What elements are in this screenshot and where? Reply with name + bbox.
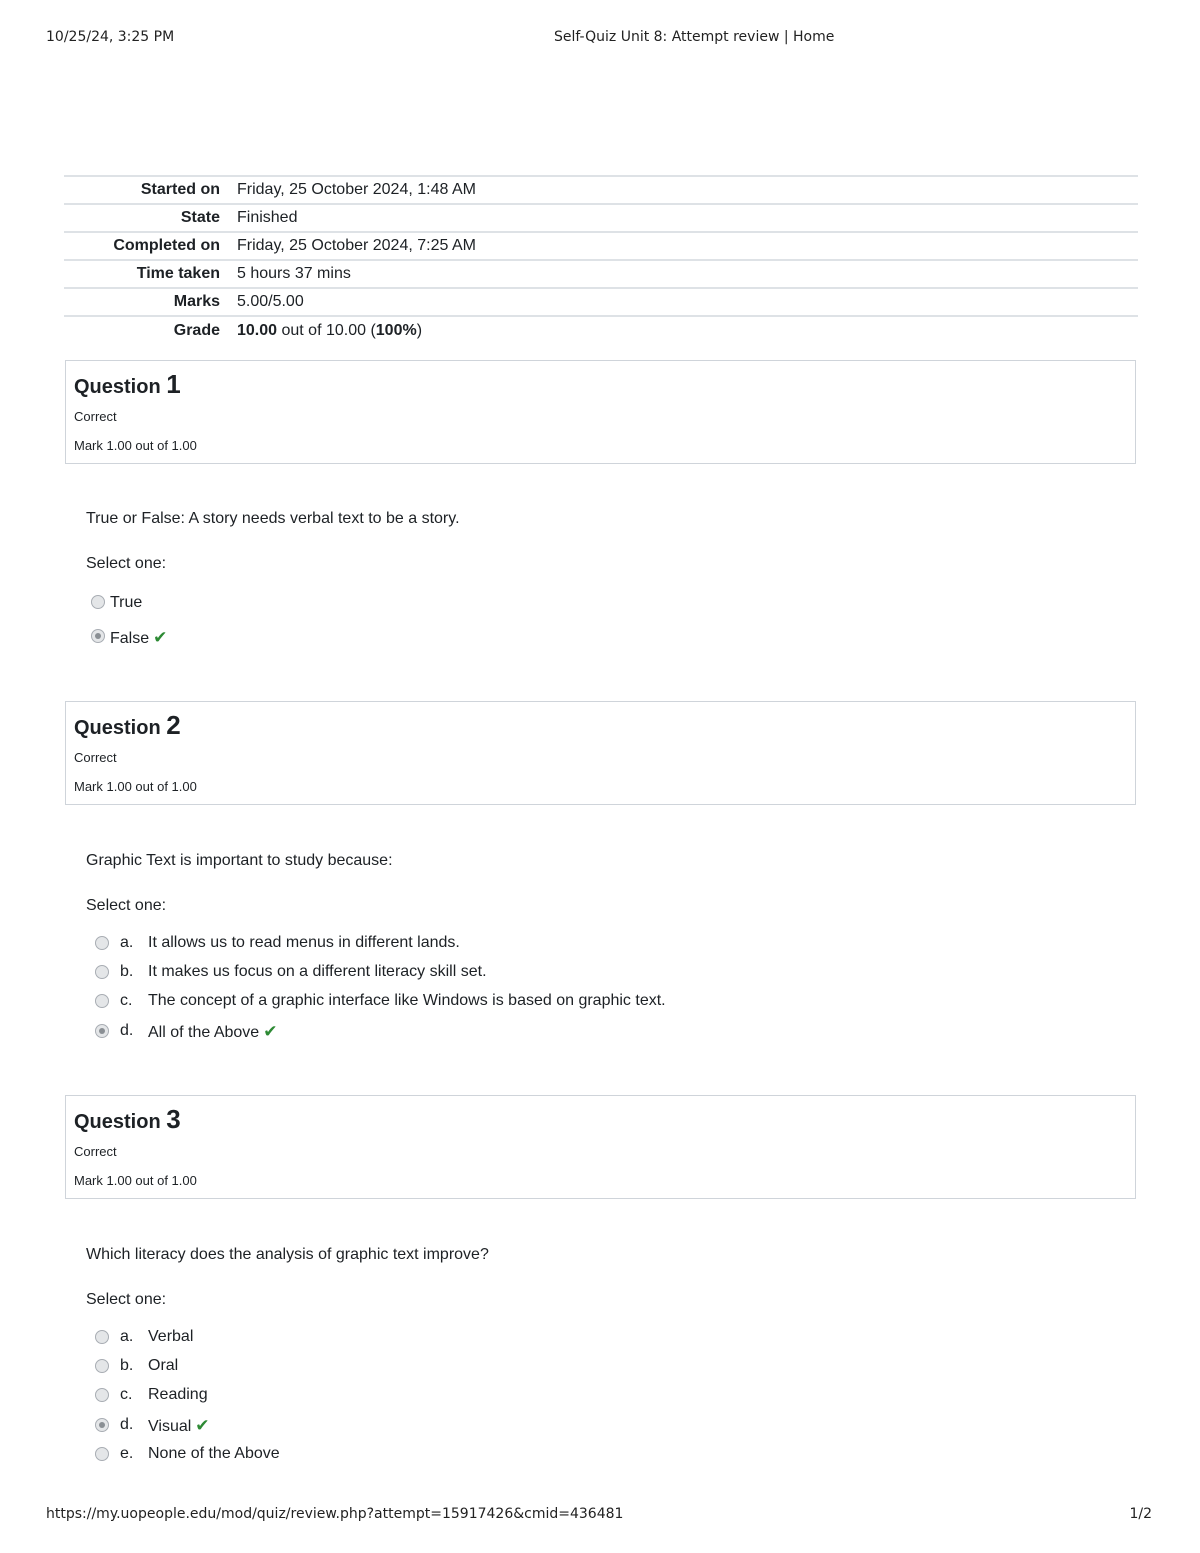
question-mark: Mark 1.00 out of 1.00 (74, 1173, 197, 1188)
summary-label: Started on (140, 181, 220, 198)
summary-row-grade (64, 316, 1138, 344)
question-number (74, 369, 181, 400)
summary-label: Marks (173, 293, 220, 310)
option-text-value: Visual (148, 1418, 192, 1435)
summary-label: Grade (173, 321, 220, 339)
page-number: 1/2 (1129, 1506, 1152, 1522)
question-info-3 (65, 1095, 1136, 1199)
radio-option-a[interactable] (95, 936, 109, 950)
question-number (74, 1104, 181, 1135)
option-letter: c. (120, 992, 133, 1009)
question-number-value: 2 (166, 710, 181, 740)
check-icon: ✔ (153, 628, 168, 647)
summary-value: Friday, 25 October 2024, 7:25 AM (237, 237, 476, 254)
print-footer (0, 1506, 1200, 1526)
question-mark: Mark 1.00 out of 1.00 (74, 438, 197, 453)
grade-score: 10.00 (237, 321, 278, 339)
option-text: Reading (148, 1386, 208, 1403)
summary-row-completed (64, 232, 1138, 260)
question-info-1 (65, 360, 1136, 464)
radio-option-c[interactable] (95, 994, 109, 1008)
option-letter: d. (120, 1416, 134, 1433)
option-letter: c. (120, 1386, 133, 1403)
option-text (148, 1416, 210, 1436)
question-text: True or False: A story needs verbal text to be a story. (86, 510, 460, 527)
summary-row-time (64, 260, 1138, 288)
summary-row-state (64, 204, 1138, 232)
summary-label: Completed on (113, 237, 220, 254)
question-state: Correct (74, 1144, 117, 1159)
option-text-value: All of the Above (148, 1024, 260, 1041)
print-title: Self-Quiz Unit 8: Attempt review | Home (554, 29, 835, 45)
select-one-prompt: Select one: (86, 1291, 167, 1308)
option-letter: b. (120, 1357, 134, 1374)
question-label: Question (74, 376, 161, 398)
option-text: Oral (148, 1357, 179, 1374)
question-info-2 (65, 701, 1136, 805)
option-letter: e. (120, 1445, 134, 1462)
option-text: Verbal (148, 1328, 194, 1345)
option-letter: a. (120, 934, 134, 951)
summary-value: 5.00/5.00 (237, 293, 304, 310)
option-letter: b. (120, 963, 134, 980)
question-number (74, 710, 181, 741)
page-url: https://my.uopeople.edu/mod/quiz/review.php?attempt=15917426&cmid=436481 (46, 1506, 624, 1522)
radio-option-c[interactable] (95, 1388, 109, 1402)
summary-row-started (64, 176, 1138, 204)
option-label: True (110, 594, 143, 611)
question-label: Question (74, 717, 161, 739)
grade-middle: out of 10.00 ( (277, 321, 376, 339)
print-datetime: 10/25/24, 3:25 PM (46, 29, 175, 45)
check-icon: ✔ (195, 1416, 210, 1435)
question-label: Question (74, 1111, 161, 1133)
radio-option-a[interactable] (95, 1330, 109, 1344)
summary-row-marks (64, 288, 1138, 316)
print-header (0, 29, 1200, 49)
radio-option-b[interactable] (95, 1359, 109, 1373)
option-label (110, 628, 167, 648)
summary-value: Friday, 25 October 2024, 1:48 AM (237, 181, 476, 198)
summary-value: 5 hours 37 mins (237, 265, 351, 282)
radio-option-b[interactable] (95, 965, 109, 979)
question-number-value: 1 (166, 369, 181, 399)
question-text: Which literacy does the analysis of graphic text improve? (86, 1246, 489, 1263)
select-one-prompt: Select one: (86, 555, 167, 572)
summary-label: Time taken (136, 265, 220, 282)
option-letter: d. (120, 1022, 134, 1039)
option-text: It allows us to read menus in different lands. (148, 934, 460, 951)
option-letter: a. (120, 1328, 134, 1345)
radio-true[interactable] (91, 595, 105, 609)
option-text: None of the Above (148, 1445, 280, 1462)
attempt-summary-table (64, 175, 1138, 344)
question-mark: Mark 1.00 out of 1.00 (74, 779, 197, 794)
question-state: Correct (74, 409, 117, 424)
radio-option-e[interactable] (95, 1447, 109, 1461)
question-text: Graphic Text is important to study because: (86, 852, 393, 869)
radio-option-d[interactable] (95, 1418, 109, 1432)
option-text (148, 1022, 277, 1042)
option-text: It makes us focus on a different literacy skill set. (148, 963, 487, 980)
radio-false[interactable] (91, 629, 105, 643)
grade-end: ) (416, 321, 423, 339)
option-label-text: False (110, 630, 150, 647)
question-number-value: 3 (166, 1104, 181, 1134)
check-icon: ✔ (263, 1022, 278, 1041)
grade-percent: 100% (375, 321, 417, 339)
radio-option-d[interactable] (95, 1024, 109, 1038)
summary-label: State (180, 209, 220, 226)
summary-value: Finished (237, 209, 298, 226)
option-text: The concept of a graphic interface like Windows is based on graphic text. (148, 992, 666, 1009)
select-one-prompt: Select one: (86, 897, 167, 914)
question-state: Correct (74, 750, 117, 765)
summary-value (236, 316, 1138, 344)
